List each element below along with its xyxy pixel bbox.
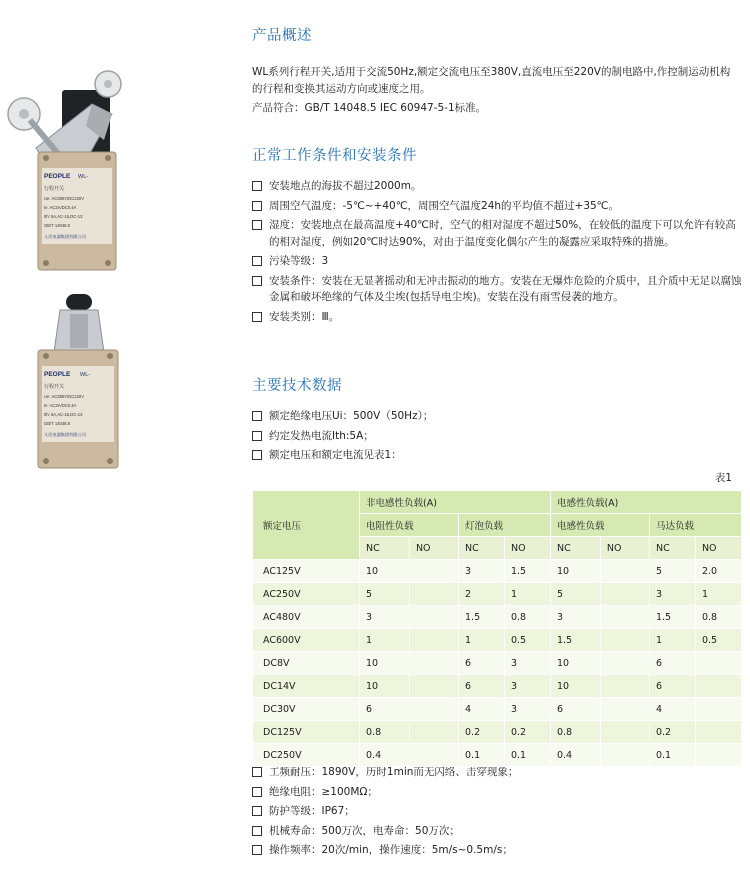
voltage-cell: DC8V	[253, 652, 360, 675]
col-no: NO	[695, 537, 741, 560]
table-body	[253, 560, 742, 767]
group-inductive: 电感性负载(A)	[550, 491, 741, 514]
current-cell: 10	[550, 675, 600, 698]
current-cell	[600, 606, 649, 629]
list-item: 安装条件：安装在无显著摇动和无冲击振动的地方。安装在无爆炸危险的介质中，且介质中无足以腐蚀金属和破坏绝缘的气体及尘埃(包括导电尘埃)。安装在没有雨雪侵袭的地方。	[252, 273, 742, 306]
current-cell: 0.2	[649, 721, 695, 744]
current-cell: 1	[649, 629, 695, 652]
current-cell: 6	[360, 698, 410, 721]
current-cell: 10	[360, 560, 410, 583]
switch1-line1: Ue: AC380V/DC220V	[44, 196, 85, 201]
table-row	[253, 652, 742, 675]
rated-current-table	[252, 490, 742, 767]
list-item: 防护等级：IP67；	[252, 803, 742, 820]
switch1-line3: Ith: 5A,AC-15,DC-13	[44, 214, 83, 219]
current-cell: 4	[459, 698, 505, 721]
switch1-model: WL-	[78, 174, 89, 180]
table-row	[253, 744, 742, 767]
current-cell: 0.5	[695, 629, 741, 652]
switch2-model: WL-	[80, 372, 91, 378]
voltage-cell: AC600V	[253, 629, 360, 652]
current-cell: 3	[360, 606, 410, 629]
sub-motor: 马达负载	[649, 514, 741, 537]
overview-standard: 产品符合：GB/T 14048.5 IEC 60947-5-1标准。	[252, 102, 487, 114]
col-no: NO	[504, 537, 550, 560]
current-cell: 0.8	[550, 721, 600, 744]
current-cell: 3	[649, 583, 695, 606]
current-cell: 1.5	[459, 606, 505, 629]
current-cell	[600, 744, 649, 767]
table-row	[253, 721, 742, 744]
tech-list	[252, 408, 742, 467]
switch2-line4: GB/T 14048.5	[44, 421, 70, 426]
current-cell	[409, 629, 458, 652]
list-item: 约定发热电流Ith:5A；	[252, 428, 742, 445]
current-cell: 0.8	[695, 606, 741, 629]
row-header: 额定电压	[253, 491, 360, 560]
current-cell	[695, 744, 741, 767]
list-item: 额定绝缘电压Ui：500V（50Hz）；	[252, 408, 742, 425]
current-cell: 1	[695, 583, 741, 606]
current-cell: 6	[459, 652, 505, 675]
current-cell	[409, 606, 458, 629]
current-cell: 2	[459, 583, 505, 606]
checkbox-icon	[252, 450, 262, 460]
current-cell	[409, 698, 458, 721]
current-cell: 3	[459, 560, 505, 583]
current-cell	[409, 560, 458, 583]
switch2-line1: Ue: AC380V/DC220V	[44, 394, 85, 399]
overview-text: WL系列行程开关,适用于交流50Hz,额定交流电压至380V,直流电压至220V的制电路中,作控制运动机构的行程和变换其运动方向或速度之用。	[252, 66, 731, 95]
checkbox-icon	[252, 431, 262, 441]
checkbox-icon	[252, 312, 262, 322]
current-cell: 5	[360, 583, 410, 606]
switch1-name: 行程开关	[44, 186, 65, 192]
current-cell	[409, 652, 458, 675]
current-cell	[600, 629, 649, 652]
table-row	[253, 583, 742, 606]
current-cell	[695, 721, 741, 744]
current-cell: 6	[459, 675, 505, 698]
checkbox-icon	[252, 256, 262, 266]
current-cell: 1	[504, 583, 550, 606]
roller-lever-switch-image	[0, 60, 240, 290]
current-cell	[409, 721, 458, 744]
col-nc: NC	[459, 537, 505, 560]
switch1-maker: 人民电器集团有限公司	[44, 234, 86, 239]
sub-inductive: 电感性负载	[550, 514, 649, 537]
table-row	[253, 629, 742, 652]
voltage-cell: AC480V	[253, 606, 360, 629]
checkbox-icon	[252, 826, 262, 836]
current-cell: 10	[360, 652, 410, 675]
checkbox-icon	[252, 201, 262, 211]
current-cell	[695, 675, 741, 698]
checkbox-icon	[252, 806, 262, 816]
table-row	[253, 560, 742, 583]
table-row	[253, 675, 742, 698]
col-nc: NC	[649, 537, 695, 560]
conditions-title: 正常工作条件和安装条件	[252, 148, 417, 164]
checkbox-icon	[252, 276, 262, 286]
col-nc: NC	[550, 537, 600, 560]
current-cell: 0.8	[360, 721, 410, 744]
current-cell	[600, 652, 649, 675]
current-cell: 0.8	[504, 606, 550, 629]
current-cell: 0.1	[649, 744, 695, 767]
list-item: 安装地点的海拔不超过2000m。	[252, 178, 742, 195]
current-cell	[600, 583, 649, 606]
current-cell: 5	[550, 583, 600, 606]
current-cell: 0.2	[504, 721, 550, 744]
current-cell: 3	[550, 606, 600, 629]
current-cell: 3	[504, 675, 550, 698]
checkbox-icon	[252, 787, 262, 797]
current-cell	[409, 744, 458, 767]
product-images-column	[0, 0, 240, 884]
overview-title: 产品概述	[252, 28, 312, 44]
tech-title: 主要技术数据	[252, 378, 342, 394]
list-item: 额定电压和额定电流见表1：	[252, 447, 742, 464]
current-cell: 3	[504, 698, 550, 721]
current-cell: 0.2	[459, 721, 505, 744]
switch1-line2: Ie: AC3A/DC0.4A	[44, 205, 77, 210]
current-cell: 1	[459, 629, 505, 652]
current-cell	[600, 721, 649, 744]
checkbox-icon	[252, 220, 262, 230]
current-cell: 10	[550, 560, 600, 583]
current-cell: 10	[550, 652, 600, 675]
current-cell: 1.5	[649, 606, 695, 629]
current-cell	[600, 675, 649, 698]
current-cell: 5	[649, 560, 695, 583]
voltage-cell: DC250V	[253, 744, 360, 767]
checkbox-icon	[252, 845, 262, 855]
switch2-maker: 人民电器集团有限公司	[44, 432, 86, 437]
current-cell: 2.0	[695, 560, 741, 583]
current-cell: 6	[649, 652, 695, 675]
group-non-inductive: 非电感性负载(A)	[360, 491, 551, 514]
col-no: NO	[409, 537, 458, 560]
checkbox-icon	[252, 767, 262, 777]
switch2-name: 行程开关	[44, 384, 65, 390]
switch1-line4: GB/T 14048.5	[44, 223, 70, 228]
checkbox-icon	[252, 411, 262, 421]
list-item: 污染等级：3	[252, 253, 742, 270]
table-row	[253, 698, 742, 721]
list-item: 机械寿命：500万次，电寿命：50万次；	[252, 823, 742, 840]
voltage-cell: AC250V	[253, 583, 360, 606]
switch2-brand: PEOPLE	[44, 371, 71, 378]
voltage-cell: AC125V	[253, 560, 360, 583]
current-cell: 1.5	[550, 629, 600, 652]
list-item: 周围空气温度：-5℃~+40℃，周围空气温度24h的平均值不超过+35℃。	[252, 198, 742, 215]
current-cell	[409, 675, 458, 698]
current-cell	[695, 698, 741, 721]
table-caption: 表1	[714, 472, 732, 484]
voltage-cell: DC125V	[253, 721, 360, 744]
list-item: 湿度：安装地点在最高温度+40℃时，空气的相对湿度不超过50%，在较低的温度下可以允许有较高的相对湿度，例如20℃时达90%，对由于温度变化偶尔产生的凝露应采取特殊的措施。	[252, 217, 742, 250]
current-cell	[409, 583, 458, 606]
col-nc: NC	[360, 537, 410, 560]
conditions-list	[252, 178, 742, 328]
current-cell: 0.4	[550, 744, 600, 767]
current-cell: 6	[550, 698, 600, 721]
checkbox-icon	[252, 181, 262, 191]
list-item: 安装类别：Ⅲ。	[252, 309, 742, 326]
plunger-switch-image	[0, 290, 240, 480]
list-item: 操作频率：20次/min，操作速度：5m/s~0.5m/s；	[252, 842, 742, 859]
current-cell: 1.5	[504, 560, 550, 583]
current-cell: 10	[360, 675, 410, 698]
current-cell: 1	[360, 629, 410, 652]
col-no: NO	[600, 537, 649, 560]
switch1-brand: PEOPLE	[44, 173, 71, 180]
table-row	[253, 606, 742, 629]
current-cell: 0.5	[504, 629, 550, 652]
current-cell: 4	[649, 698, 695, 721]
current-cell: 0.1	[504, 744, 550, 767]
current-cell: 6	[649, 675, 695, 698]
list-item: 绝缘电阻：≥100MΩ；	[252, 784, 742, 801]
current-cell: 0.1	[459, 744, 505, 767]
list-item: 工频耐压：1890V，历时1min而无闪络、击穿现象；	[252, 764, 742, 781]
sub-resistive: 电阻性负载	[360, 514, 459, 537]
switch2-line2: Ie: AC3A/DC0.4A	[44, 403, 77, 408]
current-cell	[600, 698, 649, 721]
more-spec-list	[252, 764, 742, 862]
current-cell	[600, 560, 649, 583]
voltage-cell: DC14V	[253, 675, 360, 698]
switch2-line3: Ith: 5A,AC-15,DC-13	[44, 412, 83, 417]
current-cell: 0.4	[360, 744, 410, 767]
sub-lamp: 灯泡负载	[459, 514, 551, 537]
current-cell	[695, 652, 741, 675]
current-cell: 3	[504, 652, 550, 675]
voltage-cell: DC30V	[253, 698, 360, 721]
